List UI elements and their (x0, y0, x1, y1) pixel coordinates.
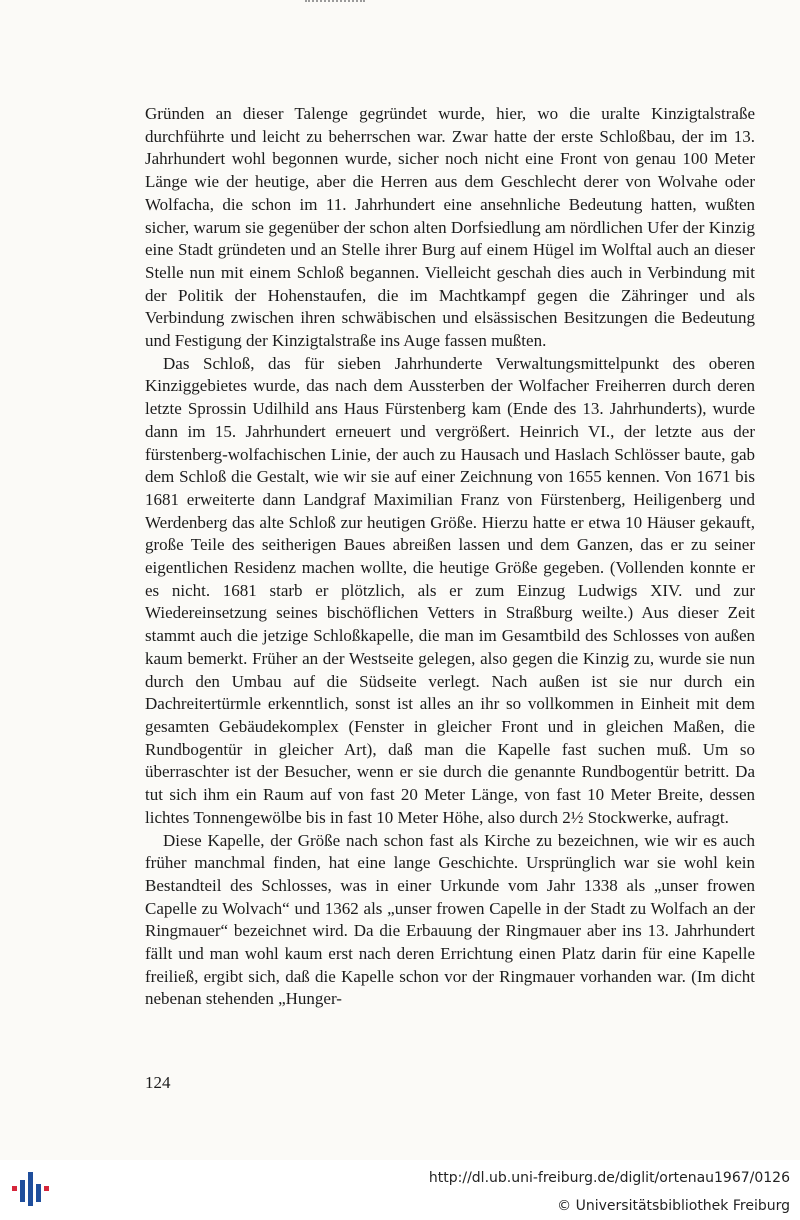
footer-bar (0, 1160, 800, 1220)
body-text (145, 103, 755, 1011)
paragraph-2: Das Schloß, das für sieben Jahrhunderte Verwaltungsmittelpunkt des oberen Kinziggebietes wurde, das nach dem Aussterben der Wolfacher Freiherren durch deren letzte Sprossin Udilhild ans Haus Fürstenberg kam (Ende des 13. Jahrhunderts), wurde dann im 15. Jahrhundert erneuert und vergrößert. Heinrich VI., der letzte aus der fürstenberg-wolfachischen Linie, der auch zu Hausach und Haslach Schlösser baute, gab dem Schloß die Gestalt, wie wir sie auf einer Zeichnung von 1655 kennen. Von 1671 bis 1681 erweiterte dann Landgraf Maximilian Franz von Fürstenberg, Heiligenberg und Werdenberg das alte Schloß zur heutigen Größe. Hierzu hatte er etwa 10 Häuser gekauft, große Teile des seitherigen Baues abreißen lassen und dem Ganzen, das er zu seiner eigentlichen Residenz machen wollte, die heutige Größe gegeben. (Vollenden konnte er es nicht. 1681 starb er plötzlich, als er zum Einzug Ludwigs XIV. und zur Wiedereinsetzung seines bischöflichen Vetters in Straßburg weilte.) Aus dieser Zeit stammt auch die jetzige Schloßkapelle, die man im Gesamtbild des Schlosses von außen kaum bemerkt. Früher an der Westseite gelegen, also gegen die Kinzig zu, wurde sie nun durch den Umbau auf die Südseite verlegt. Nach außen ist sie nur durch ein Dachreitertürmle erkenntlich, sonst ist alles an ihr so vollkommen in Einheit mit dem gesamten Gebäudekomplex (Fenster in gleicher Front und in gleichen Maßen, die Rundbogentür in gleicher Art), daß man die Kapelle fast suchen muß. Um so überraschter ist der Besucher, wenn er sie durch die genannte Rundbogentür betritt. Da tut sich ihm ein Raum auf von fast 20 Meter Länge, von fast 10 Meter Breite, dessen lichtes Tonnengewölbe bis in fast 10 Meter Höhe, also durch 2½ Stockwerke, aufragt. (145, 353, 755, 827)
source-url-link[interactable]: http://dl.ub.uni-freiburg.de/diglit/ortenau1967/0126 (428, 1170, 790, 1186)
paragraph-1: Gründen an dieser Talenge gegründet wurde, hier, wo die uralte Kinzigtalstraße durchführte und leicht zu beherrschen war. Zwar hatte der erste Schloßbau, der im 13. Jahrhundert wohl begonnen wurde, sicher noch nicht eine Front von genau 100 Meter Länge wie der heutige, aber die Herren aus dem Geschlecht derer von Wolvahe oder Wolfacha, die schon im 11. Jahrhundert eine ansehnliche Bedeutung hatten, wußten sicher, warum sie gegenüber der schon alten Dorfsiedlung am nördlichen Ufer der Kinzig eine Stadt gründeten und an Stelle ihrer Burg auf einem Hügel im Wolftal auch an dieser Stelle nun mit einem Schloß begannen. Vielleicht geschah dies auch in Verbindung mit der Politik der Hohenstaufen, die im Machtkampf gegen die Zähringer und als Verbindung zwischen ihren schwäbischen und elsässischen Besitzungen die Bedeutung und Festigung der Kinzigtalstraße ins Auge fassen mußten. (145, 104, 755, 351)
page-number: 124 (145, 1073, 171, 1092)
scan-edge-mark (305, 0, 365, 8)
copyright-text: © Universitätsbibliothek Freiburg (557, 1198, 790, 1214)
ub-freiburg-logo-icon (8, 1168, 52, 1208)
paragraph-3: Diese Kapelle, der Größe nach schon fast als Kirche zu bezeichnen, wie wir es auch früher manchmal finden, hat eine lange Geschichte. Ursprünglich war sie wohl kein Bestandteil des Schlosses, was in einer Urkunde vom Jahr 1338 als „unser frowen Capelle zu Wolvach“ und 1362 als „unser frowen Capelle in der Stadt zu Wolfach an der Ringmauer“ bezeichnet wird. Da die Erbauung der Ringmauer aber ins 13. Jahrhundert fällt und man wohl kaum erst nach deren Errichtung einen Platz darin für eine Kapelle freiließ, ergibt sich, daß die Kapelle schon vor der Ringmauer vorhanden war. (Im dicht nebenan stehenden „Hunger- (145, 830, 755, 1009)
